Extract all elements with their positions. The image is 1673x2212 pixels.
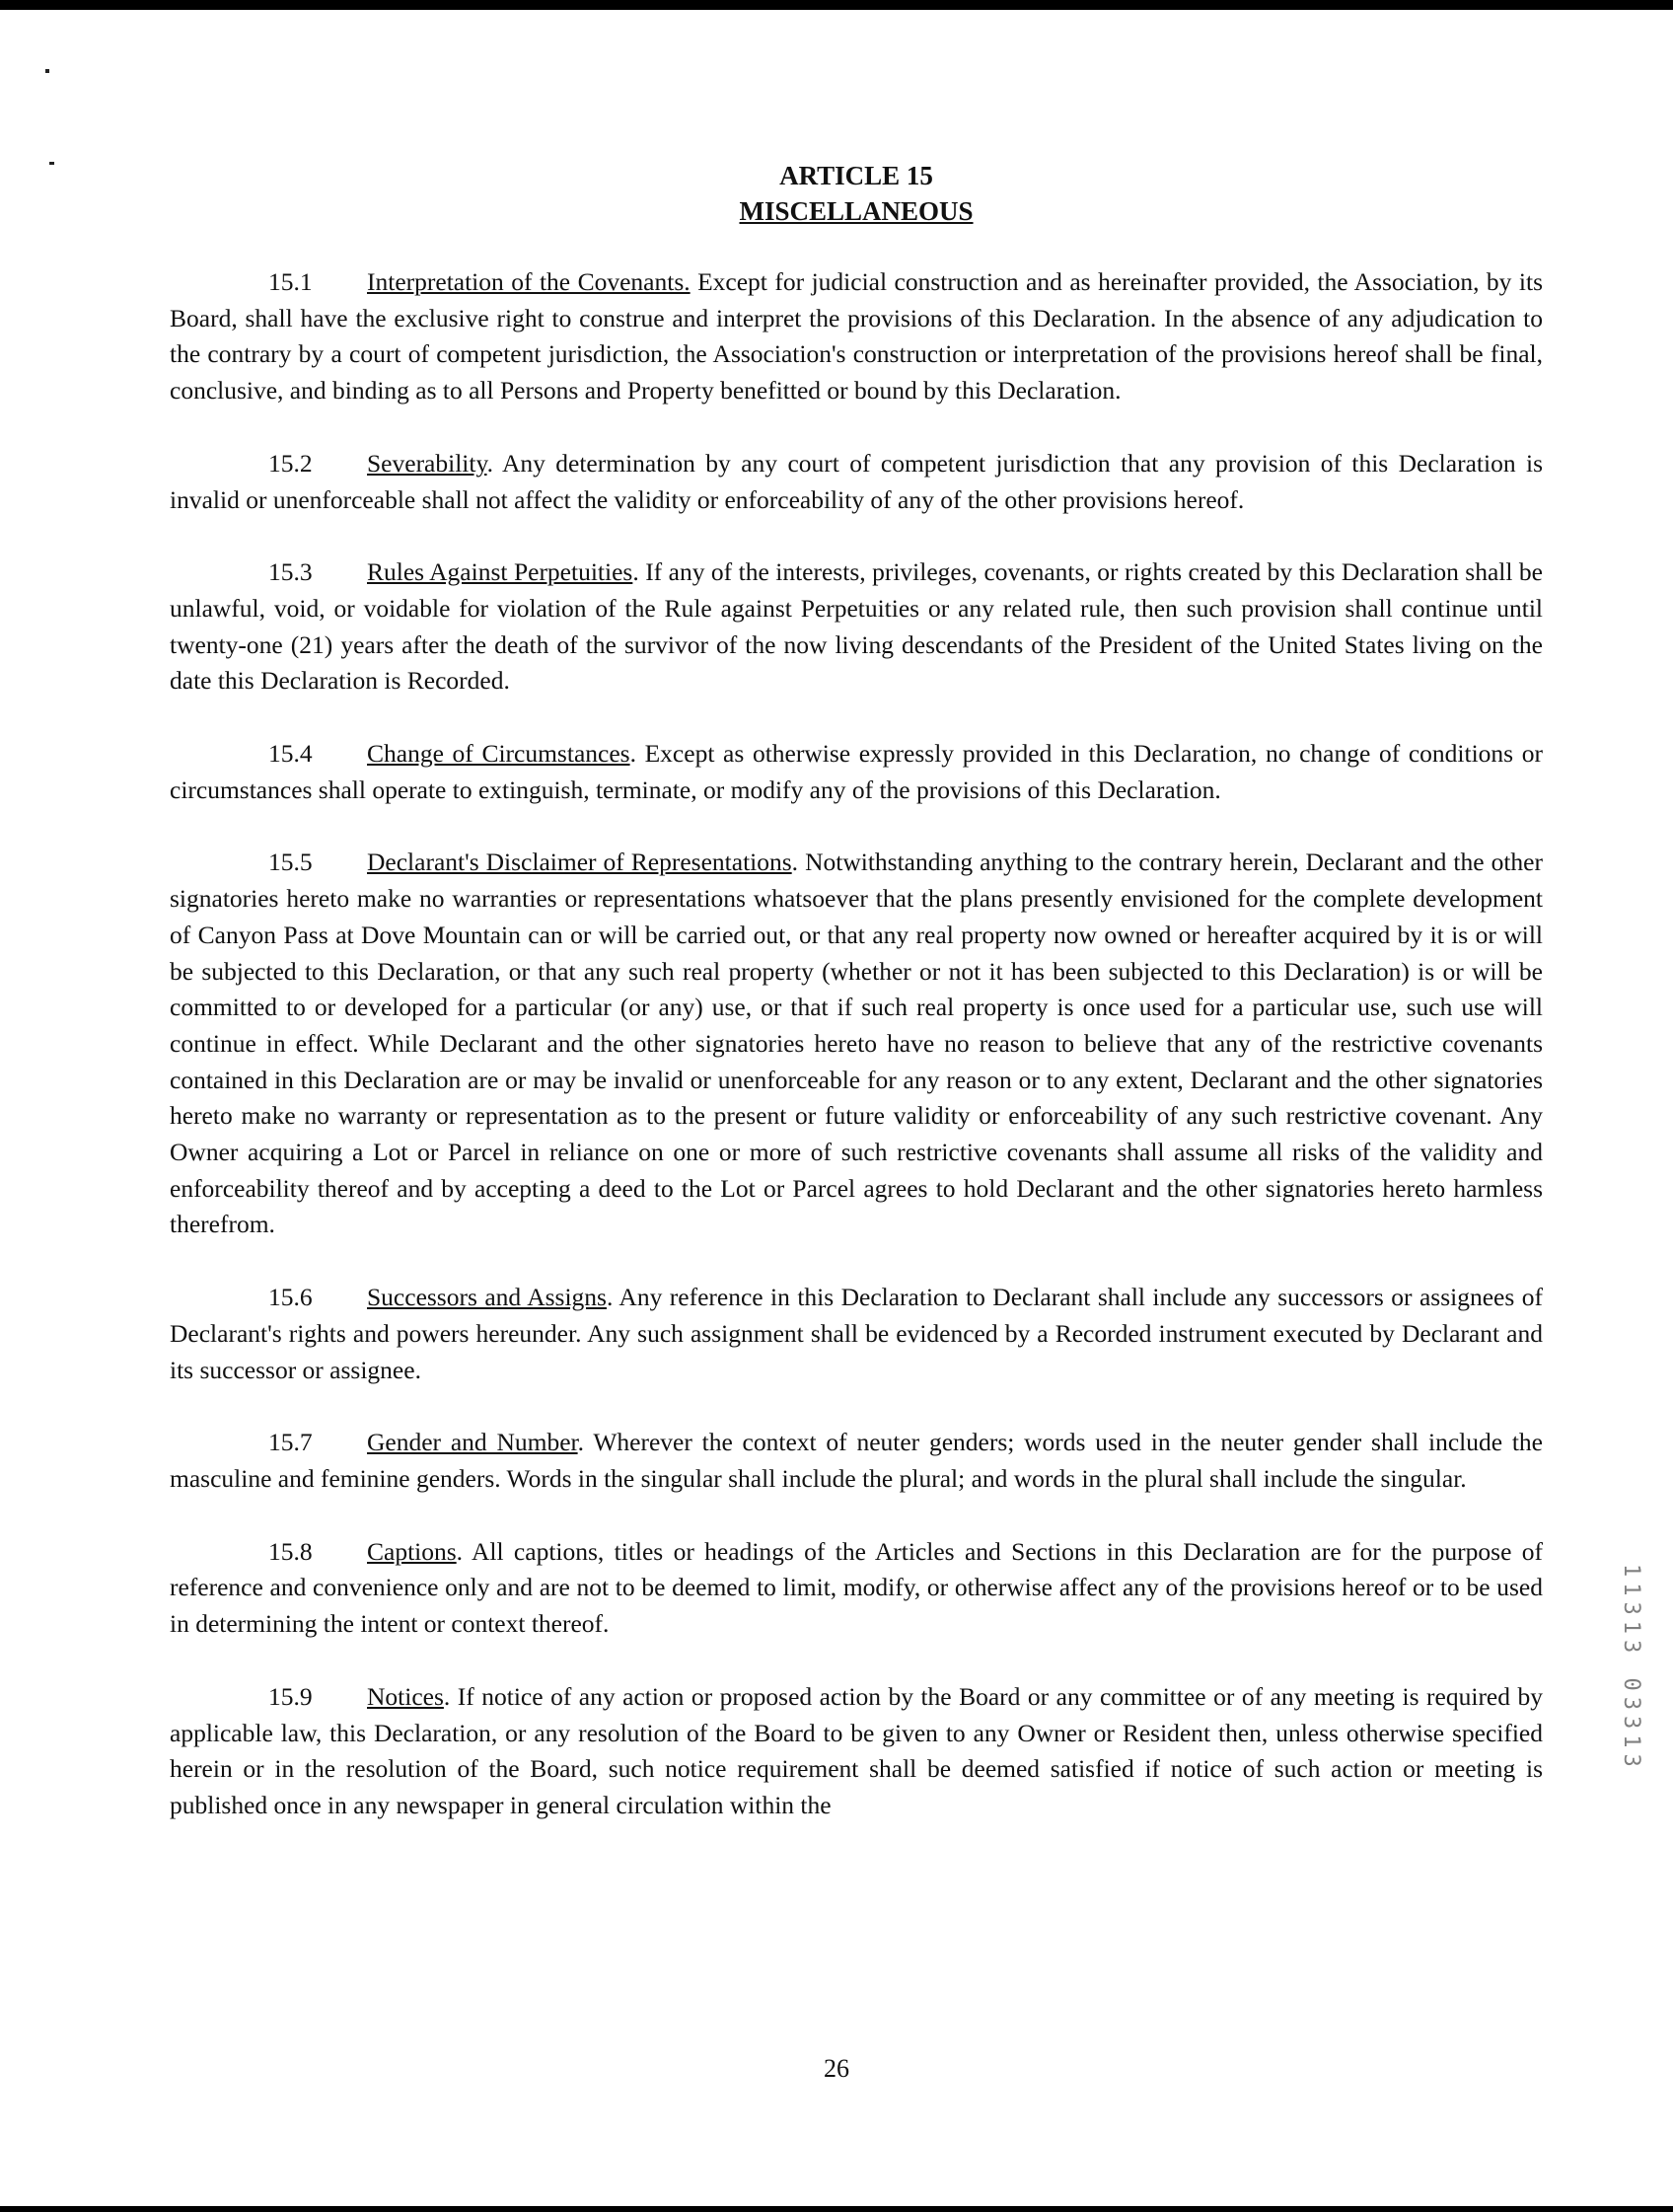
scan-top-border bbox=[0, 0, 1673, 10]
section-number: 15.8 bbox=[268, 1536, 313, 1566]
section-15-7 bbox=[170, 1425, 1543, 1497]
section-heading: Gender and Number bbox=[367, 1428, 578, 1457]
section-text: . Except as otherwise expressly provided in this Declaration, no change of conditions or circumstances shall operate to extinguish, terminate, or modify any of the provisions of this Declaration. bbox=[170, 739, 1543, 804]
section-number: 15.3 bbox=[268, 557, 313, 587]
section-number: 15.9 bbox=[268, 1681, 313, 1711]
section-heading: Captions bbox=[367, 1536, 457, 1566]
recording-stamp: 11313 03313 bbox=[1619, 1564, 1643, 1773]
article-subtitle: MISCELLANEOUS bbox=[739, 196, 974, 226]
section-15-1 bbox=[170, 264, 1543, 409]
section-text: . Notwithstanding anything to the contrary herein, Declarant and the other signatories hereto make no warranties or representations whatsoever that the plans presently envisioned for the complete development of Canyon Pass at Dove Mountain can or will be carried out, or that any real property now owned or hereafter acquired by it is or will be subjected to this Declaration, or that any such real property (whether or not it has been subjected to this Declaration) is or will be committed to or developed for a particular (or any) use, or that if such real property is once used for a particular use, such use will continue in effect. While Declarant and the other signatories hereto have no reason to believe that any of the restrictive covenants contained in this Declaration are or may be invalid or unenforceable for any reason or to any extent, Declarant and the other signatories hereto make no warranty or representation as to the present or future validity or enforceability of any such restrictive covenant. Any Owner acquiring a Lot or Parcel in reliance on one or more of such restrictive covenants shall assume all risks of the validity and enforceability thereof and by accepting a deed to the Lot or Parcel agrees to hold Declarant and the other signatories hereto harmless therefrom. bbox=[170, 848, 1543, 1239]
section-15-2 bbox=[170, 446, 1543, 518]
section-text: Except for judicial construction and as hereinafter provided, the Association, by its Board, shall have the exclusive right to construe and interpret the provisions of this Declaration. In the absence of any adjudication to the contrary by a court of competent jurisdiction, the Association's construction or interpretation of the provisions hereof shall be final, conclusive, and binding as to all Persons and Property benefitted or bound by this Declaration. bbox=[170, 267, 1543, 406]
section-number: 15.4 bbox=[268, 739, 313, 769]
section-15-4 bbox=[170, 736, 1543, 808]
article-body bbox=[170, 264, 1543, 1861]
section-heading: Interpretation of the Covenants. bbox=[367, 267, 691, 296]
scan-bottom-border bbox=[0, 2206, 1673, 2212]
section-15-8 bbox=[170, 1534, 1543, 1643]
section-heading: Notices bbox=[367, 1681, 444, 1711]
page-number: 26 bbox=[824, 2054, 849, 2083]
section-number: 15.2 bbox=[268, 448, 313, 478]
section-text: . Any reference in this Declaration to Declarant shall include any successors or assignees of Declarant's rights and powers hereunder. Any such assignment shall be evidenced by a Recorded instrument executed by Declarant and its successor or assignee. bbox=[170, 1283, 1543, 1384]
section-heading: Rules Against Perpetuities bbox=[367, 557, 633, 587]
section-text: . All captions, titles or headings of the Articles and Sections in this Declaration are for the purpose of reference and convenience only and are not to be deemed to limit, modify, or otherwise affect any of the provisions hereof or to be used in determining the intent or context thereof. bbox=[170, 1536, 1543, 1639]
section-number: 15.5 bbox=[268, 848, 313, 877]
scan-speck bbox=[49, 162, 54, 165]
section-heading: Successors and Assigns bbox=[367, 1283, 607, 1312]
section-text: . If notice of any action or proposed action by the Board or any committee or of any meeting is required by applicable law, this Declaration, or any resolution of the Board to be given to any Owner or Resident then, unless otherwise specified herein or in the resolution of the Board, such notice requirement shall be deemed satisfied if notice of such action or meeting is published once in any newspaper in general circulation within the bbox=[170, 1681, 1543, 1819]
article-title: ARTICLE 15 bbox=[779, 161, 933, 190]
section-text: . Any determination by any court of competent jurisdiction that any provision of this Declaration is invalid or unenforceable shall not affect the validity or enforceability of any of the other provisions hereof. bbox=[170, 448, 1543, 514]
section-heading: Severability bbox=[367, 448, 487, 478]
section-text: . Wherever the context of neuter genders; words used in the neuter gender shall include the masculine and feminine genders. Words in the singular shall include the plural; and words in the plural shall include the singular. bbox=[170, 1428, 1543, 1493]
section-text: . If any of the interests, privileges, covenants, or rights created by this Declaration shall be unlawful, void, or voidable for violation of the Rule against Perpetuities or any related rule, then such provision shall continue until twenty-one (21) years after the death of the survivor of the now living descendants of the President of the United States living on the date this Declaration is Recorded. bbox=[170, 557, 1543, 696]
scan-speck bbox=[45, 69, 49, 73]
section-number: 15.6 bbox=[268, 1283, 313, 1312]
section-15-6 bbox=[170, 1280, 1543, 1388]
article-header bbox=[170, 158, 1543, 229]
section-heading: Declarant's Disclaimer of Representations bbox=[367, 848, 792, 877]
section-number: 15.1 bbox=[268, 267, 313, 296]
section-heading: Change of Circumstances bbox=[367, 739, 630, 769]
section-15-5 bbox=[170, 845, 1543, 1243]
section-15-3 bbox=[170, 554, 1543, 700]
section-number: 15.7 bbox=[268, 1428, 313, 1457]
section-15-9 bbox=[170, 1679, 1543, 1824]
